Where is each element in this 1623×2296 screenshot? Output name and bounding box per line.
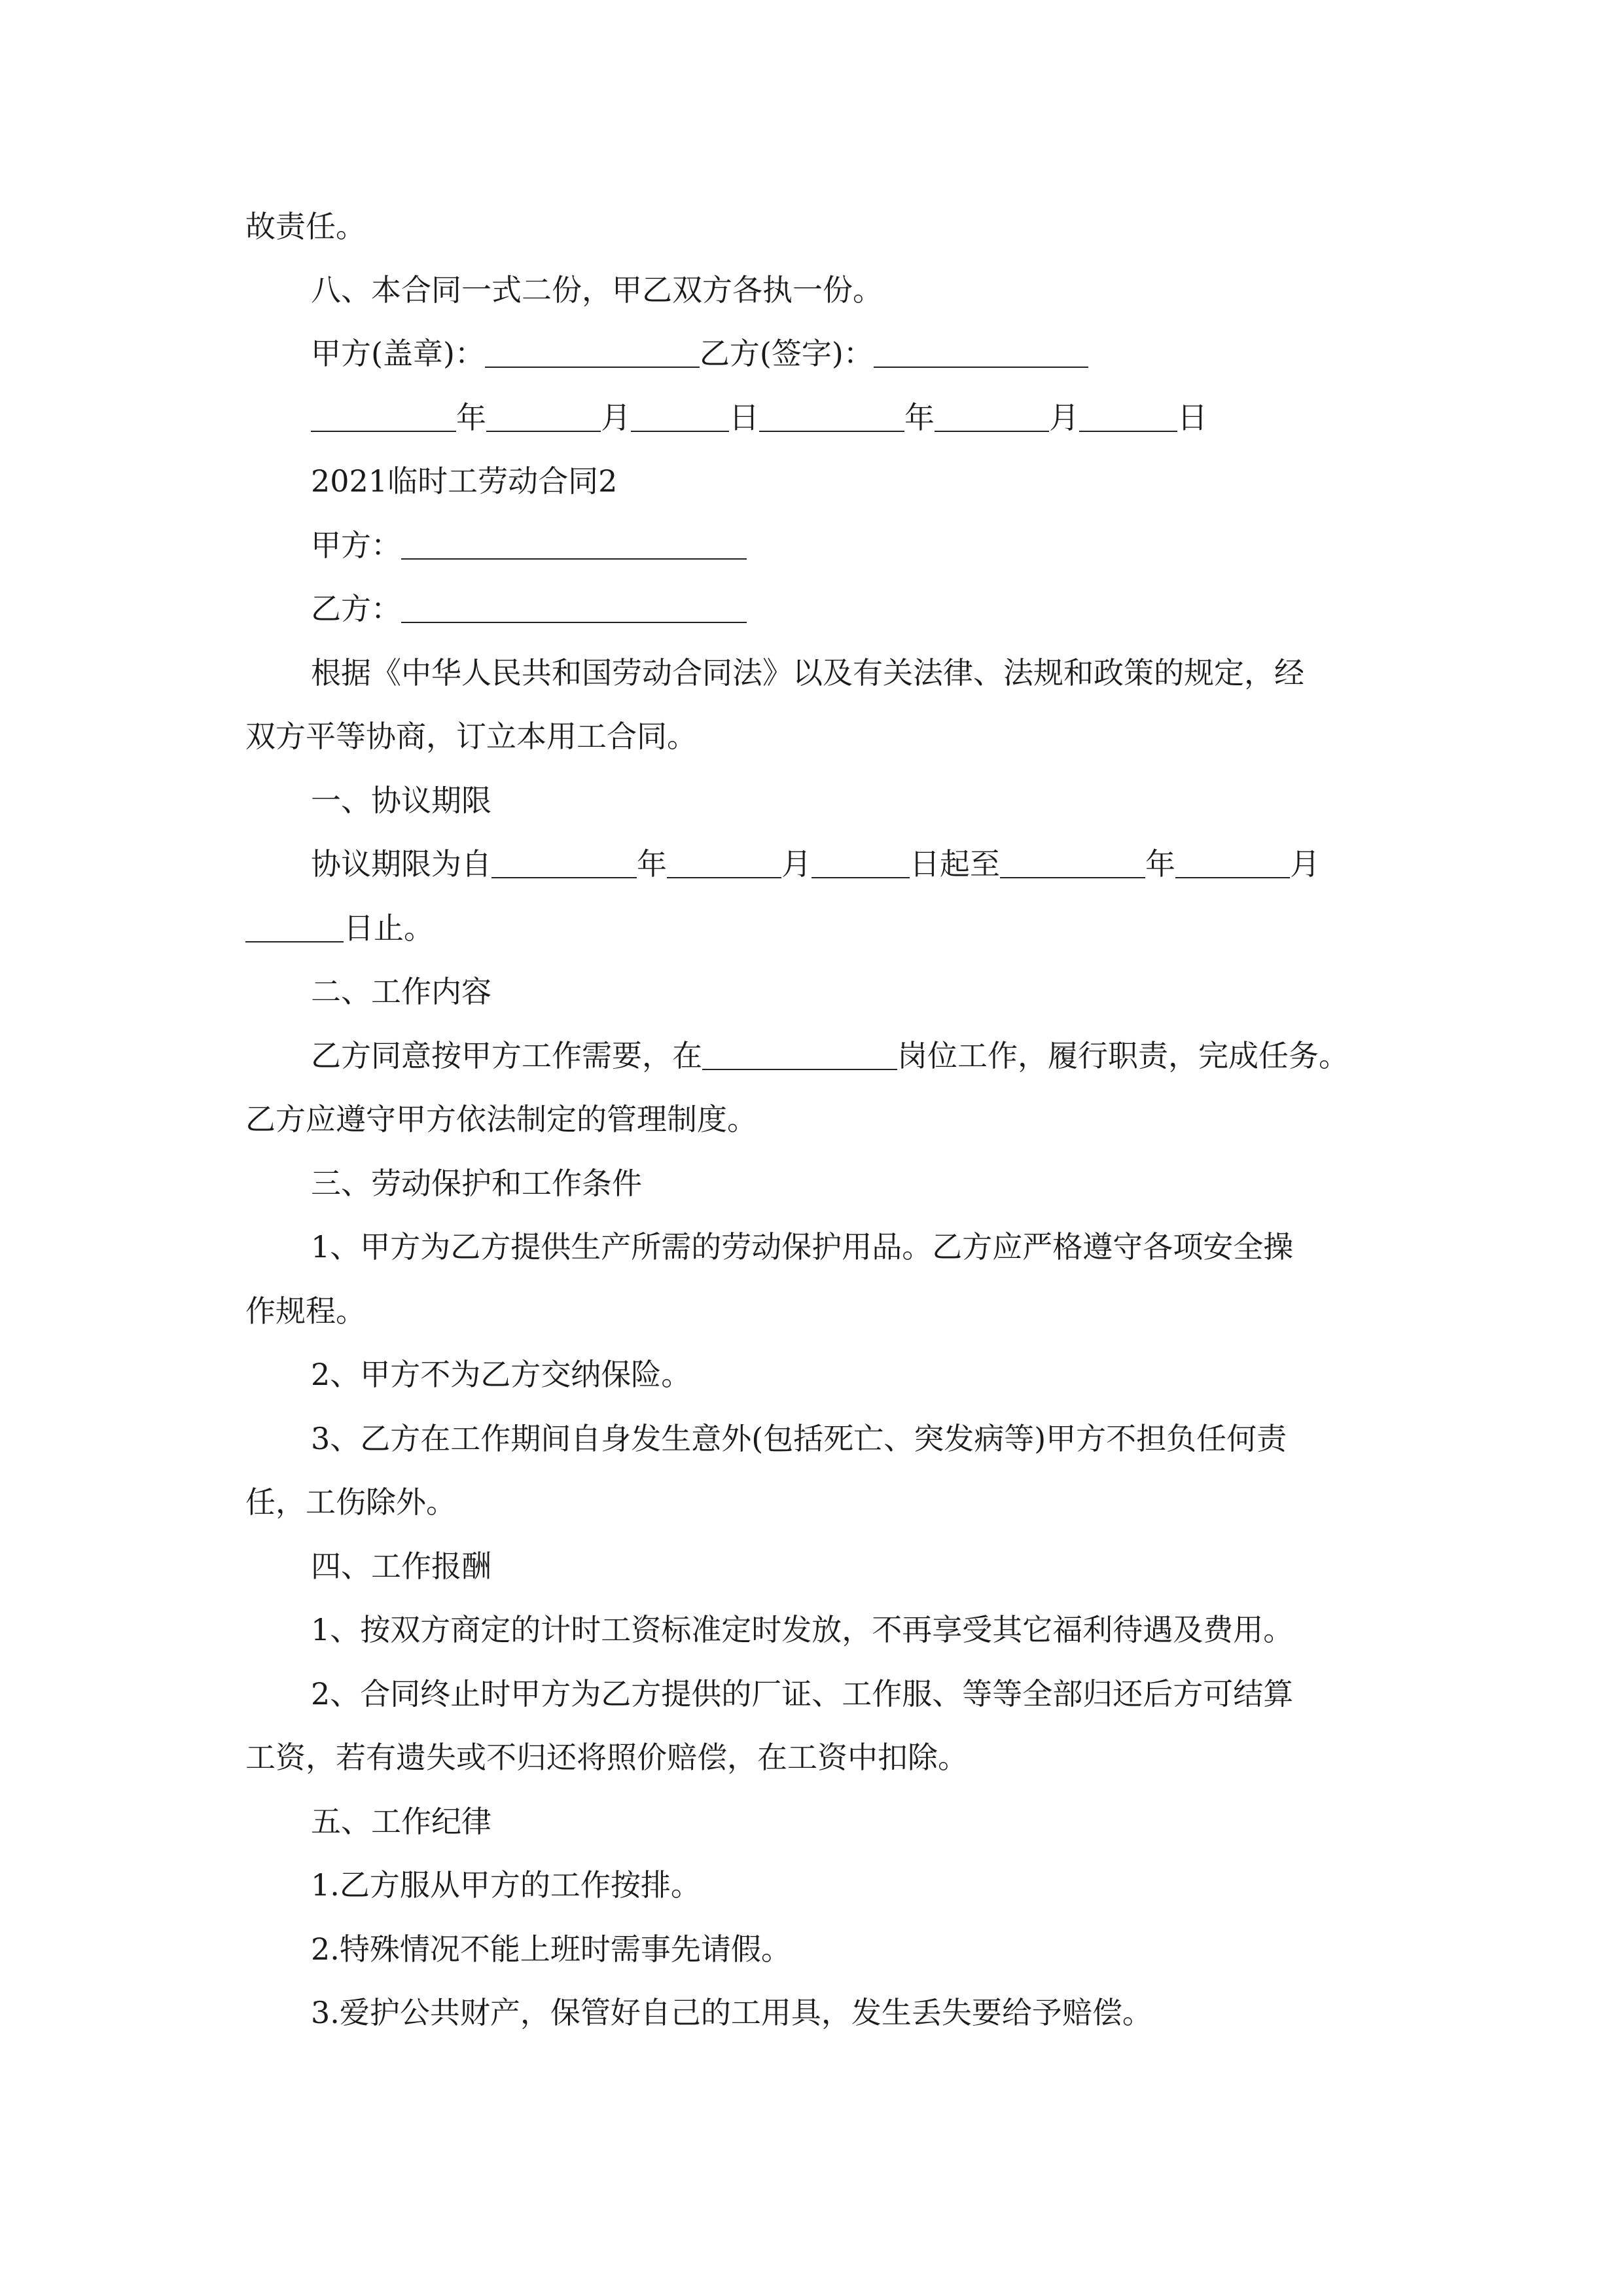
- paragraph-prev-tail: 故责任。: [245, 209, 366, 244]
- clause-4-2-line-1: 2、合同终止时甲方为乙方提供的厂证、工作服、等等全部归还后方可结算: [311, 1676, 1294, 1712]
- clause-3-3-line-1: 3、乙方在工作期间自身发生意外(包括死亡、突发病等)甲方不担负任何责: [311, 1421, 1287, 1456]
- term-year-2: 年: [1145, 846, 1175, 882]
- party-a-seal-blank: [485, 340, 700, 368]
- date-day-label: 日: [729, 400, 759, 435]
- party-a-seal-label: 甲方(盖章)：: [311, 336, 485, 371]
- heading-work-content: 二、工作内容: [311, 974, 491, 1009]
- date-line: [311, 399, 1384, 436]
- clause-3-3-line-2: 任，工伤除外。: [245, 1484, 456, 1520]
- heading-remuneration: 四、工作报酬: [311, 1549, 491, 1584]
- term-end: 日止。: [344, 910, 434, 946]
- work-after: 岗位工作，履行职责，完成任务。: [897, 1038, 1349, 1073]
- party-a-label: 甲方：: [311, 528, 401, 563]
- preamble-line-1: 根据《中华人民共和国劳动合同法》以及有关法律、法规和政策的规定，经: [311, 655, 1304, 691]
- term-blank: [812, 851, 910, 878]
- term-month: 月: [781, 846, 812, 882]
- term-year: 年: [637, 846, 667, 882]
- heading-term: 一、协议期限: [311, 783, 491, 818]
- heading-discipline: 五、工作纪律: [311, 1804, 491, 1839]
- work-line-2: 乙方应遵守甲方依法制定的管理制度。: [245, 1102, 757, 1137]
- clause-5-2: 2.特殊情况不能上班时需事先请假。: [311, 1931, 791, 1967]
- date-blank: [935, 404, 1049, 432]
- clause-3-1-line-1: 1、甲方为乙方提供生产所需的劳动保护用品。乙方应严格遵守各项安全操: [311, 1229, 1294, 1265]
- signature-line: [311, 335, 1384, 372]
- work-before: 乙方同意按甲方工作需要，在: [311, 1038, 702, 1073]
- date-month-label: 月: [601, 400, 631, 435]
- clause-4-2-line-2: 工资，若有遗失或不归还将照价赔偿，在工资中扣除。: [245, 1740, 968, 1775]
- date-blank: [311, 404, 456, 432]
- work-line-1: [311, 1037, 1384, 1074]
- date-year-label: 年: [904, 400, 935, 435]
- term-blank: [245, 915, 344, 942]
- term-day-from: 日起至: [910, 846, 1000, 882]
- clause-3-1-line-2: 作规程。: [245, 1293, 366, 1329]
- date-year-label: 年: [456, 400, 486, 435]
- term-month-2: 月: [1290, 846, 1320, 882]
- clause-3-2: 2、甲方不为乙方交纳保险。: [311, 1357, 692, 1392]
- post-blank: [702, 1043, 897, 1070]
- party-b-sign-label: 乙方(签字)：: [699, 336, 874, 371]
- party-b-label: 乙方：: [311, 591, 401, 626]
- term-blank: [1000, 851, 1145, 878]
- clause-5-1: 1.乙方服从甲方的工作按排。: [311, 1867, 701, 1903]
- date-month-label: 月: [1049, 400, 1079, 435]
- heading-labor-protection: 三、劳动保护和工作条件: [311, 1166, 642, 1201]
- party-b-line: [311, 590, 1384, 627]
- party-b-sign-blank: [874, 340, 1088, 368]
- term-blank: [1175, 851, 1290, 878]
- date-blank: [759, 404, 904, 432]
- clause-5-3: 3.爱护公共财产，保管好自己的工用具，发生丢失要给予赔偿。: [311, 1995, 1152, 2030]
- party-a-line: [311, 527, 1384, 564]
- party-a-blank: [401, 532, 747, 560]
- date-blank: [631, 404, 729, 432]
- preamble-line-2: 双方平等协商，订立本用工合同。: [245, 719, 697, 754]
- term-blank: [667, 851, 781, 878]
- date-day-label: 日: [1177, 400, 1207, 435]
- contract-title: 2021临时工劳动合同2: [311, 463, 618, 499]
- date-blank: [1079, 404, 1177, 432]
- term-prefix: 协议期限为自: [311, 846, 491, 882]
- term-line-2: [245, 910, 1384, 946]
- term-blank: [491, 851, 637, 878]
- clause-4-1: 1、按双方商定的计时工资标准定时发放，不再享受其它福利待遇及费用。: [311, 1612, 1294, 1647]
- clause-eight: 八、本合同一式二份，甲乙双方各执一份。: [311, 272, 883, 308]
- date-blank: [486, 404, 601, 432]
- term-line: [311, 846, 1384, 882]
- party-b-blank: [401, 596, 747, 623]
